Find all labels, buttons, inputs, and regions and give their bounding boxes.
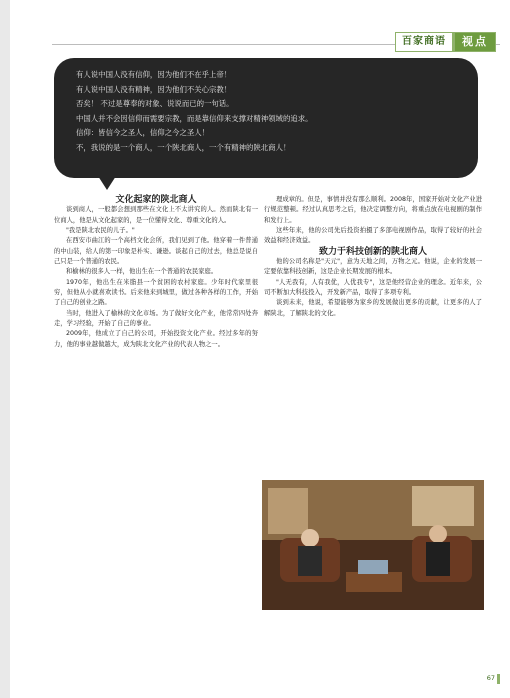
interview-photo	[262, 480, 484, 610]
quote-line: 有人说中国人没有信仰，因为他们不在乎上帝！	[76, 70, 232, 79]
quote-bubble	[54, 58, 478, 178]
body-paragraph: 2009年，他成立了自己的公司，开始投资文化产业。经过多年的努力，他的事业越做越大，成为陕北文化产业的代表人物之一。	[54, 330, 258, 348]
body-paragraph: 在西安市曲江的一个高档文化会所，我们见到了他。他穿着一件普通的中山装，给人的第一印象是朴实、谦逊。谈起自己的过去，他总是说自己只是一个普通的农民。	[54, 237, 258, 266]
article-heading: 致力于科技创新的陕北商人	[318, 246, 427, 257]
body-paragraph: 1970年，他出生在米脂县一个贫困的农村家庭。少年时代家里很穷，但他从小就喜欢读书。后来他来到城里，做过各种各样的工作，开始了自己的创业之路。	[54, 278, 258, 307]
body-paragraph: 当时，他进入了榆林的文化市场。为了做好文化产业，他常常四处奔走，学习经验，开始了自己的事业。	[54, 309, 258, 328]
body-paragraph: 这些年来，他的公司先后投资拍摄了多部电视剧作品，取得了较好的社会效益和经济效益。	[264, 227, 482, 245]
left-column	[54, 195, 258, 350]
body-paragraph: "人无我有，人有我优，人优我专"，这是他经营企业的理念。近年来，公司不断加大科技投入，开发新产品，取得了多项专利。	[264, 278, 482, 297]
right-column	[264, 195, 482, 319]
quote-bubble-tail	[98, 176, 116, 190]
photo-illustration	[262, 480, 484, 610]
page-number: 67	[486, 674, 495, 682]
section-header	[395, 32, 496, 52]
page-edge-bar	[0, 0, 10, 698]
column-brand: 百家商语	[402, 36, 446, 47]
body-paragraph: 和榆林的很多人一样，他出生在一个普通的农民家庭。	[66, 268, 218, 276]
quote-line: 不，我说的是一个商人，一个陕北商人，一个有精神的陕北商人！	[76, 142, 291, 152]
body-paragraph: 他的公司名称是"天元"，意为天地之间，万物之元。他说，企业的发展一定要依靠科技创新，这是企业长期发展的根本。	[264, 258, 482, 276]
body-paragraph: 谈到商人，一般都会想到那些在文化上不太讲究的人。然而陕北有一位商人，他是从文化起家的，是一位懂得文化、尊重文化的人。	[54, 206, 258, 224]
body-paragraph: 谈到未来，他说，希望能够为家乡的发展做出更多的贡献，让更多的人了解陕北，了解陕北的文化。	[264, 299, 482, 317]
body-paragraph: 理成章的。但是，事情并没有那么顺利。2008年，国家开始对文化产业进行规范整顿。经过认真思考之后，他决定调整方向，将重点放在电视剧的制作和发行上。	[264, 196, 482, 224]
quote-line: 否矣！ 不过是尊奉的对象、说说而已的一句话。	[76, 99, 234, 109]
page-number-bar	[497, 674, 500, 684]
article-heading: 文化起家的陕北商人	[115, 195, 197, 205]
pull-quote: "我是陕北农民的儿子。"	[66, 227, 135, 235]
quote-line: 有人说中国人没有精神，因为他们不关心宗教！	[76, 84, 232, 94]
quote-line: 中国人并不会因信仰而需要宗教，而是靠信仰来支撑对精神领域的追求。	[76, 113, 313, 123]
section-label: 视点	[455, 33, 495, 51]
quote-line: 信仰：皆信今之圣人，信仰之今之圣人！	[76, 128, 210, 138]
